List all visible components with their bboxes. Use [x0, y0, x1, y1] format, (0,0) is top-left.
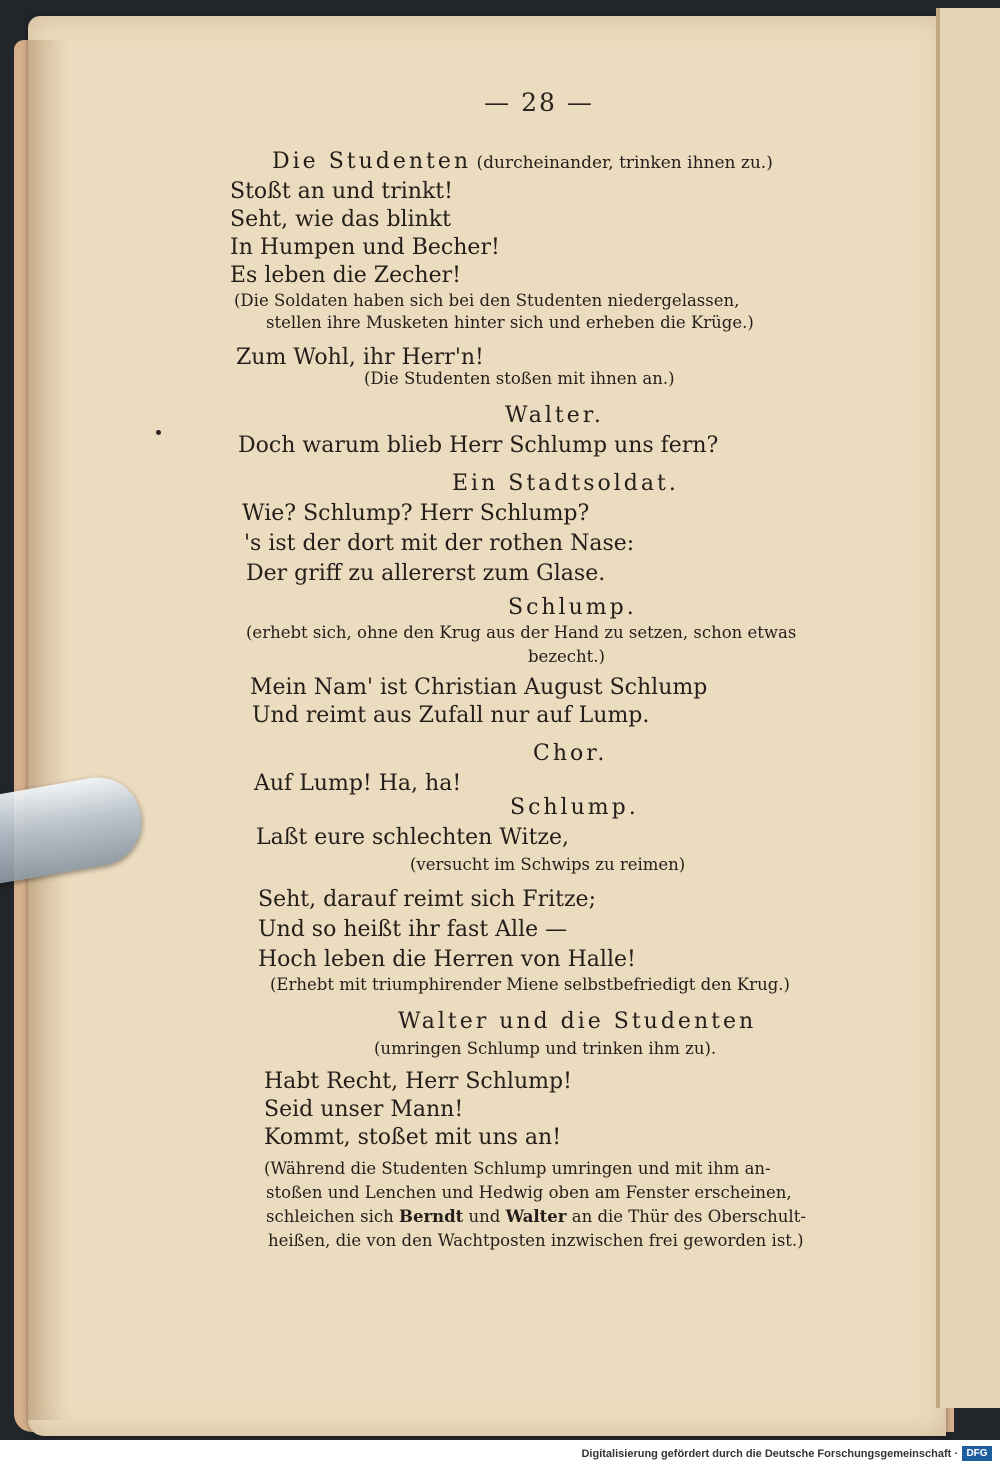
verse-line: Und reimt aus Zufall nur auf Lump. [252, 703, 650, 728]
verse-line: Wie? Schlump? Herr Schlump? [242, 501, 590, 526]
verse-line: Habt Recht, Herr Schlump! [264, 1069, 572, 1094]
speaker-line-die-studenten [272, 150, 773, 174]
speaker-name: Die Studenten [272, 149, 472, 174]
verse-line: Doch warum blieb Herr Schlump uns fern? [238, 433, 719, 458]
verse-line: Und so heißt ihr fast Alle — [258, 917, 568, 942]
speaker-name: Walter und die Studenten [398, 1009, 757, 1034]
speaker-name: Schlump. [508, 595, 637, 620]
verse-line: Auf Lump! Ha, ha! [254, 771, 462, 796]
dfg-logo-icon: DFG [962, 1446, 992, 1461]
stage-text: an die Thür des Oberschult- [566, 1207, 806, 1226]
speaker-name: Walter. [505, 403, 604, 428]
speaker-name: Ein Stadtsoldat. [452, 471, 679, 496]
page-number: — 28 — [484, 88, 594, 117]
stage-direction: stoßen und Lenchen und Hedwig oben am Fenster erscheinen, [266, 1183, 792, 1202]
stage-direction: stellen ihre Musketen hinter sich und erheben die Krüge.) [266, 313, 754, 332]
verse-line: Mein Nam' ist Christian August Schlump [250, 675, 708, 700]
stage-direction: (erhebt sich, ohne den Krug aus der Hand zu setzen, schon etwas [246, 623, 797, 642]
footer-credit: Digitalisierung gefördert durch die Deutsche Forschungsgemeinschaft · [581, 1448, 958, 1460]
stage-direction: (versucht im Schwips zu reimen) [410, 855, 686, 874]
stage-text: und [463, 1207, 506, 1226]
stage-direction: (Erhebt mit triumphirender Miene selbstbefriedigt den Krug.) [270, 975, 790, 994]
character-name-walter: Walter [505, 1207, 567, 1226]
speaker-name: Schlump. [510, 795, 639, 820]
verse-line: Es leben die Zecher! [230, 263, 461, 288]
paper-speck [156, 430, 161, 435]
stage-direction: (Die Studenten stoßen mit ihnen an.) [364, 369, 675, 388]
verse-line: Kommt, stoßet mit uns an! [264, 1125, 562, 1150]
stage-text: schleichen sich [266, 1207, 400, 1226]
stage-direction: heißen, die von den Wachtposten inzwischen frei geworden ist.) [268, 1231, 804, 1250]
verse-line: 's ist der dort mit der rothen Nase: [244, 531, 635, 556]
inline-stage-direction: (durcheinander, trinken ihnen zu.) [471, 153, 773, 173]
stage-direction: (Die Soldaten haben sich bei den Studenten niedergelassen, [234, 291, 740, 310]
verse-line: Seid unser Mann! [264, 1097, 464, 1122]
speaker-name: Chor. [533, 741, 608, 766]
verse-line: Seht, wie das blinkt [230, 207, 451, 232]
verse-line: Zum Wohl, ihr Herr'n! [236, 345, 484, 370]
verse-line: Seht, darauf reimt sich Fritze; [258, 887, 596, 912]
stage-direction: (Während die Studenten Schlump umringen und mit ihm an- [264, 1159, 771, 1178]
verse-line: In Humpen und Becher! [230, 235, 500, 260]
verse-line: Hoch leben die Herren von Halle! [258, 947, 636, 972]
verse-line: Laßt eure schlechten Witze, [256, 825, 570, 850]
verse-line: Der griff zu allererst zum Glase. [246, 561, 606, 586]
stage-direction: bezecht.) [528, 647, 605, 666]
stage-direction-with-names [266, 1208, 806, 1226]
stage-direction: (umringen Schlump und trinken ihm zu). [374, 1039, 717, 1058]
character-name-berndt: Berndt [399, 1207, 464, 1226]
verse-line: Stoßt an und trinkt! [230, 179, 453, 204]
